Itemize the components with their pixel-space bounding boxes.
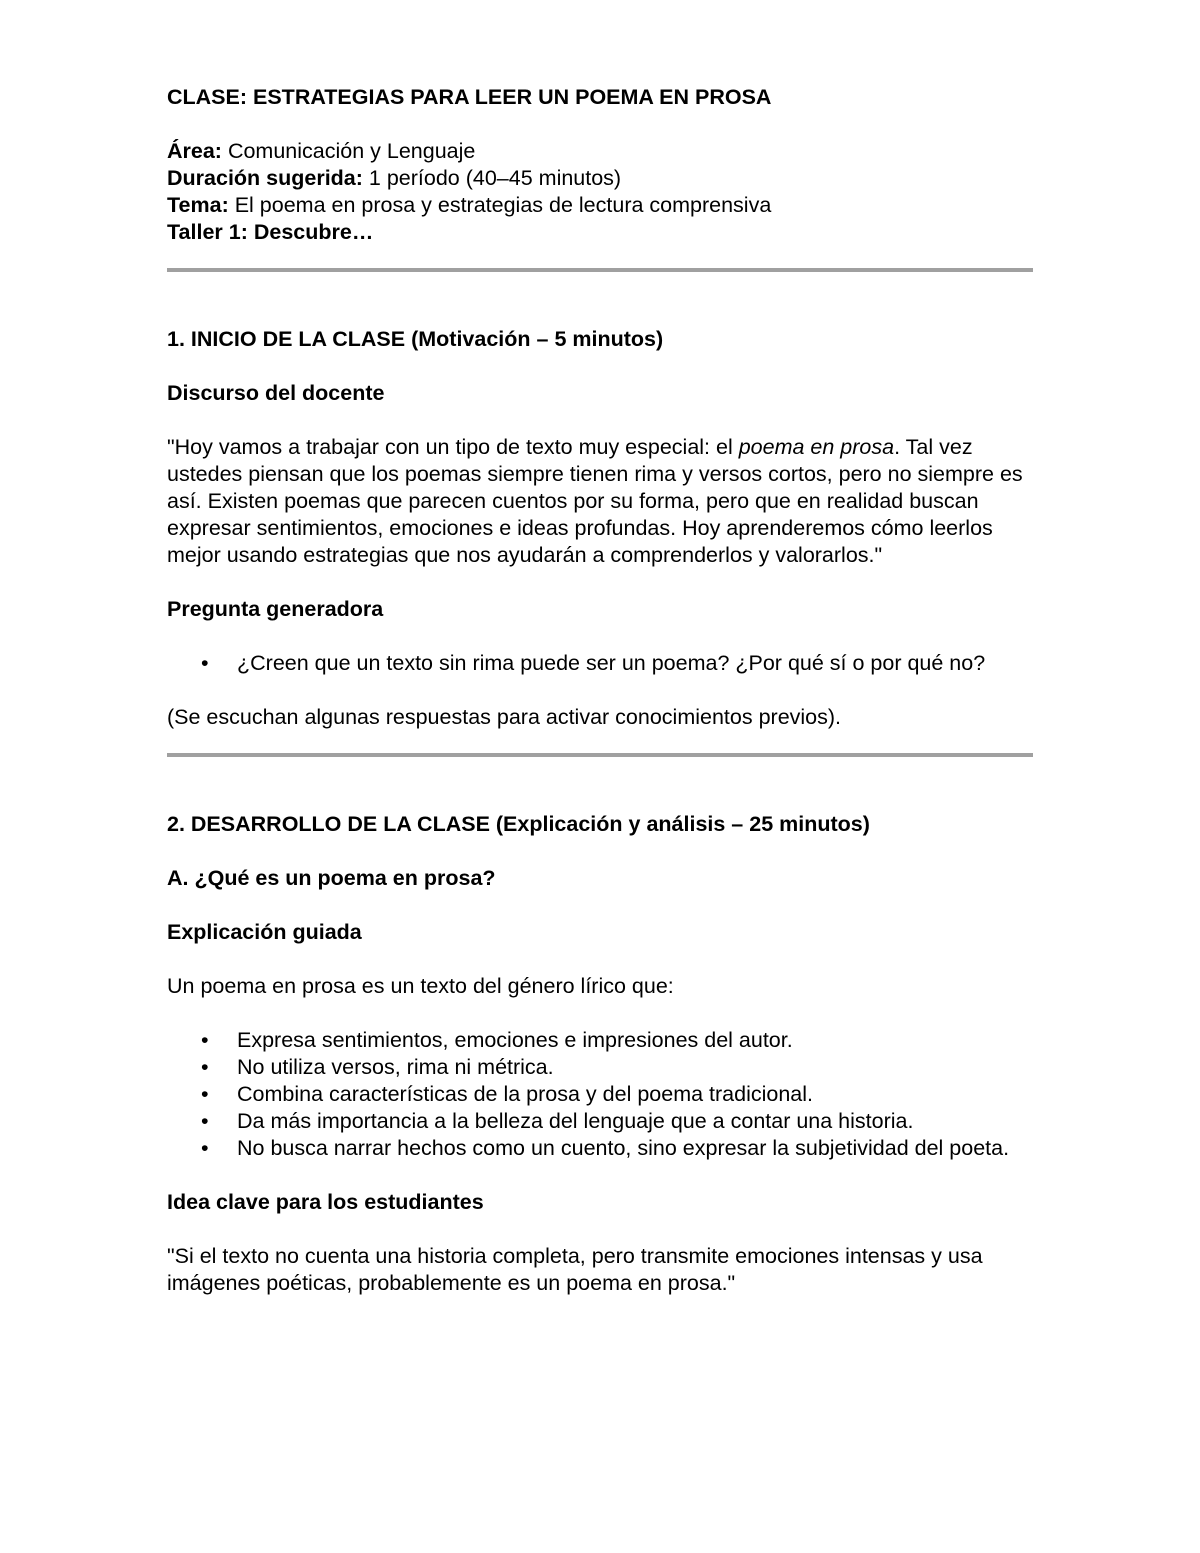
list-item-text: No busca narrar hechos como un cuento, sino expresar la subjetividad del poeta. (237, 1136, 1010, 1160)
speech-text-end: . Tal vez ustedes piensan que los poemas siempre tienen rima y versos cortos, pero no siempre es así. Existen poemas que parecen cuentos por su forma, pero que en realidad buscan expresar sentimientos, emociones e ideas profundas. Hoy aprenderemos cómo leerlos mejor usando estrategias que nos ayudarán a comprenderlos y valorarlos." (167, 435, 1023, 567)
horizontal-divider (167, 753, 1033, 757)
area-label: Área: (167, 139, 222, 163)
explanation-heading: Explicación guiada (167, 920, 362, 944)
list-item-text: Combina características de la prosa y del poema tradicional. (237, 1082, 814, 1106)
bullet-icon: • (201, 1136, 209, 1160)
list-item (167, 1054, 1033, 1081)
topic-line (167, 192, 1033, 219)
list-item-text: No utiliza versos, rima ni métrica. (237, 1055, 554, 1079)
list-item-text: ¿Creen que un texto sin rima puede ser un poema? ¿Por qué sí o por qué no? (237, 651, 986, 675)
bullet-icon: • (201, 1055, 209, 1079)
list-item-text: Expresa sentimientos, emociones e impresiones del autor. (237, 1028, 793, 1052)
workshop-line: Taller 1: Descubre… (167, 220, 374, 244)
list-item (167, 650, 1033, 677)
list-item (167, 1027, 1033, 1054)
question-list (167, 650, 1033, 677)
list-item-text: Da más importancia a la belleza del lenguaje que a contar una historia. (237, 1109, 914, 1133)
feature-list (167, 1027, 1033, 1162)
document-page (167, 84, 1033, 1297)
duration-label: Duración sugerida: (167, 166, 363, 190)
duration-value: 1 período (40–45 minutos) (362, 166, 622, 190)
speech-heading: Discurso del docente (167, 381, 385, 405)
teacher-speech (167, 434, 1033, 569)
definition-intro: Un poema en prosa es un texto del género lírico que: (167, 974, 674, 998)
activity-note: (Se escuchan algunas respuestas para activar conocimientos previos). (167, 705, 842, 729)
question-heading: Pregunta generadora (167, 597, 384, 621)
bullet-icon: • (201, 1109, 209, 1133)
area-line (167, 138, 1033, 165)
duration-line (167, 165, 1033, 192)
list-item (167, 1081, 1033, 1108)
horizontal-divider (167, 268, 1033, 272)
section-2-title: 2. DESARROLLO DE LA CLASE (Explicación y análisis – 25 minutos) (167, 812, 870, 836)
document-title: CLASE: ESTRATEGIAS PARA LEER UN POEMA EN PROSA (167, 85, 772, 109)
key-idea-quote: "Si el texto no cuenta una historia completa, pero transmite emociones intensas y usa imágenes poéticas, probablemente es un poema en prosa." (167, 1244, 983, 1295)
list-item (167, 1135, 1033, 1162)
area-value: Comunicación y Lenguaje (221, 139, 476, 163)
topic-label: Tema: (167, 193, 229, 217)
section-1-title: 1. INICIO DE LA CLASE (Motivación – 5 minutos) (167, 327, 664, 351)
subsection-a-title: A. ¿Qué es un poema en prosa? (167, 866, 496, 890)
topic-value: El poema en prosa y estrategias de lectura comprensiva (228, 193, 772, 217)
bullet-icon: • (201, 1082, 209, 1106)
speech-emphasis: poema en prosa (738, 435, 895, 459)
speech-text-start: "Hoy vamos a trabajar con un tipo de texto muy especial: el (167, 435, 739, 459)
bullet-icon: • (201, 651, 209, 675)
key-idea-heading: Idea clave para los estudiantes (167, 1190, 484, 1214)
bullet-icon: • (201, 1028, 209, 1052)
list-item (167, 1108, 1033, 1135)
